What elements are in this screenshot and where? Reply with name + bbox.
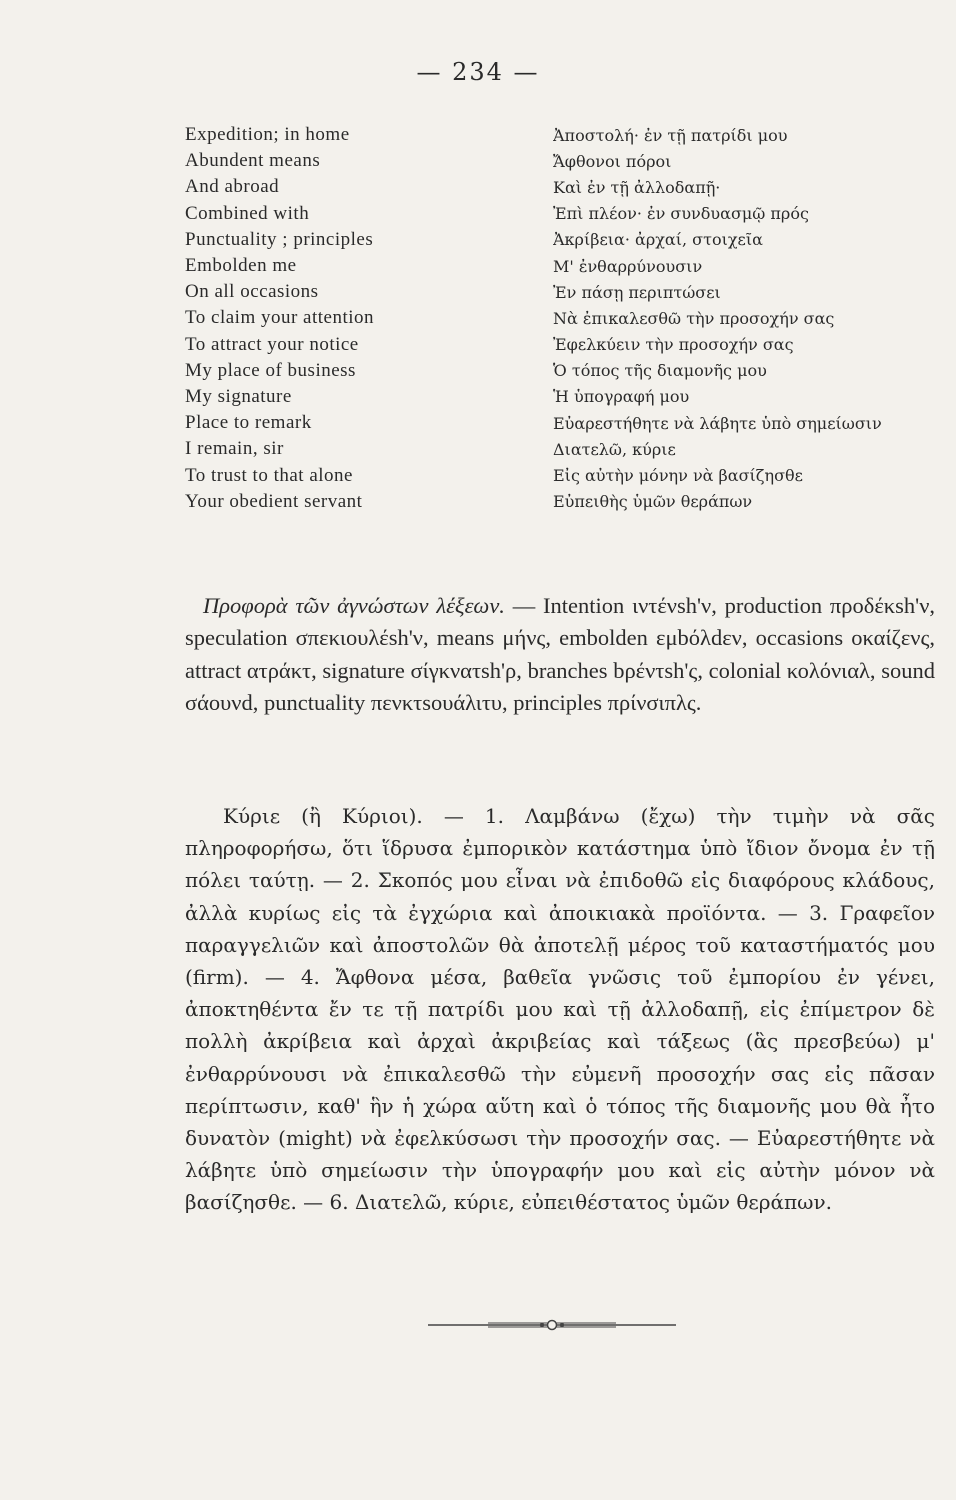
greek-term: Ἐπὶ πλέον· ἐν συνδυασμῷ πρός [553, 204, 809, 224]
greek-term: Ἀποστολή· ἐν τῇ πατρίδι μου [553, 125, 788, 145]
vocab-row [185, 305, 905, 331]
english-term: Embolden me [185, 255, 297, 277]
greek-term: Ἀκρίβεια· ἀρχαί, στοιχεῖα [553, 230, 763, 250]
english-term: To claim your attention [185, 307, 375, 329]
vocab-row [185, 279, 905, 305]
vocab-row [185, 148, 905, 174]
vocab-row [185, 436, 905, 462]
vocab-row [185, 410, 905, 436]
greek-term: Ἡ ὑπογραφή μου [553, 387, 690, 407]
greek-term: Διατελῶ, κύριε [553, 439, 676, 459]
english-term: I remain, sir [185, 438, 284, 460]
english-term: My place of business [185, 359, 356, 381]
english-term: And abroad [185, 176, 280, 198]
vocab-row [185, 384, 905, 410]
vocab-row [185, 201, 905, 227]
pronunciation-text: — Intention ιντένsh'ν, production προδέκsh'ν, speculation σπεκιουλέsh'ν, means μήνς, embolden εμbόλdεν, occasions οκαίζενς, attract ατράκτ, signature σίγκνατsh'ρ, branches bρέντsh'ς, colonial κολόνιαλ, sound σάουνd, punctuality πενκτsουάλιτυ, principles πρίνσιπλς. [185, 593, 935, 715]
vocabulary-list [185, 122, 905, 515]
greek-term: Ἐν πάσῃ περιπτώσει [553, 282, 721, 302]
vocab-row [185, 227, 905, 253]
english-term: Abundent means [185, 150, 321, 172]
pronunciation-paragraph [185, 590, 935, 719]
vocab-row [185, 332, 905, 358]
greek-term: Καὶ ἐν τῇ ἀλλοδαπῇ· [553, 177, 721, 197]
vocab-row [185, 489, 905, 515]
greek-term: Ὁ τόπος τῆς διαμονῆς μου [553, 361, 767, 381]
vocab-row [185, 253, 905, 279]
english-term: To trust to that alone [185, 464, 353, 486]
greek-term: Μ' ἐνθαρρύνουσιν [553, 256, 703, 276]
english-term: Expedition; in home [185, 124, 350, 146]
english-term: Combined with [185, 202, 310, 224]
english-term: Place to remark [185, 412, 312, 434]
english-term: To attract your notice [185, 333, 359, 355]
english-term: My signature [185, 385, 292, 407]
page-number: — 234 — [416, 58, 540, 86]
english-term: Your obedient servant [185, 490, 363, 512]
vocab-row [185, 358, 905, 384]
pronunciation-heading: Προφορὰ τῶν ἀγνώστων λέξεων. [203, 593, 505, 618]
greek-term: Ἄφθονοι πόροι [553, 151, 672, 171]
greek-term: Εἰς αὐτὴν μόνην νὰ βασίζησθε [553, 466, 803, 486]
greek-term: Εὐαρεστήθητε νὰ λάβητε ὑπὸ σημείωσιν [553, 413, 882, 433]
vocab-row [185, 174, 905, 200]
vocab-row [185, 122, 905, 148]
vocab-row [185, 462, 905, 488]
english-term: Punctuality ; principles [185, 228, 374, 250]
exercise-paragraph: Κύριε (ἢ Κύριοι). — 1. Λαμβάνω (ἔχω) τὴν τιμὴν νὰ σᾶς πληροφορήσω, ὅτι ἵδρυσα ἐμπορικὸν κατάστημα ὑπὸ ἴδιον ὄνομα ἐν τῇ πόλει ταύτῃ. — 2. Σκοπός μου εἶναι νὰ ἐπιδοθῶ εἰς διαφόρους κλάδους, ἀλλὰ κυρίως εἰς τὰ ἐγχώρια καὶ ἀποικιακὰ προϊόντα. — 3. Γραφεῖον παραγγελιῶν καὶ ἀποστολῶν θὰ ἀποτελῇ μέρος τοῦ καταστήματός μου (firm). — 4. Ἄφθονα μέσα, βαθεῖα γνῶσις τοῦ ἐμπορίου ἐν γένει, ἀποκτηθέντα ἔν τε τῇ πατρίδι μου καὶ τῇ ἀλλοδαπῇ, εἰς ἐπίμετρον δὲ πολλὴ ἀκρίβεια καὶ ἀρχαὶ ἀκριβείας καὶ τάξεως (ἃς πρεσβεύω) μ' ἐνθαρρύνουσι νὰ ἐπικαλεσθῶ τὴν εὐμενῆ προσοχήν σας εἰς πᾶσαν περίπτωσιν, καθ' ἣν ἡ χώρα αὕτη καὶ ὁ τόπος τῆς διαμονῆς μου θὰ ἦτο δυνατὸν (might) νὰ ἐφελκύσωσι τὴν προσοχήν σας. — Εὐαρεστήθητε νὰ λάβητε ὑπὸ σημείωσιν τὴν ὑπογραφήν μου καὶ εἰς αὐτὴν μόνον νὰ βασίζησθε. — 6. Διατελῶ, κύριε, εὐπειθέστατος ὑμῶν θεράπων. [185, 804, 935, 1215]
greek-term: Νὰ ἐπικαλεσθῶ τὴν προσοχήν σας [553, 308, 835, 328]
greek-term: Εὐπειθὴς ὑμῶν θεράπων [553, 492, 753, 512]
greek-term: Ἐφελκύειν τὴν προσοχήν σας [553, 335, 794, 355]
english-term: On all occasions [185, 281, 319, 303]
divider-ornament [428, 1318, 676, 1332]
